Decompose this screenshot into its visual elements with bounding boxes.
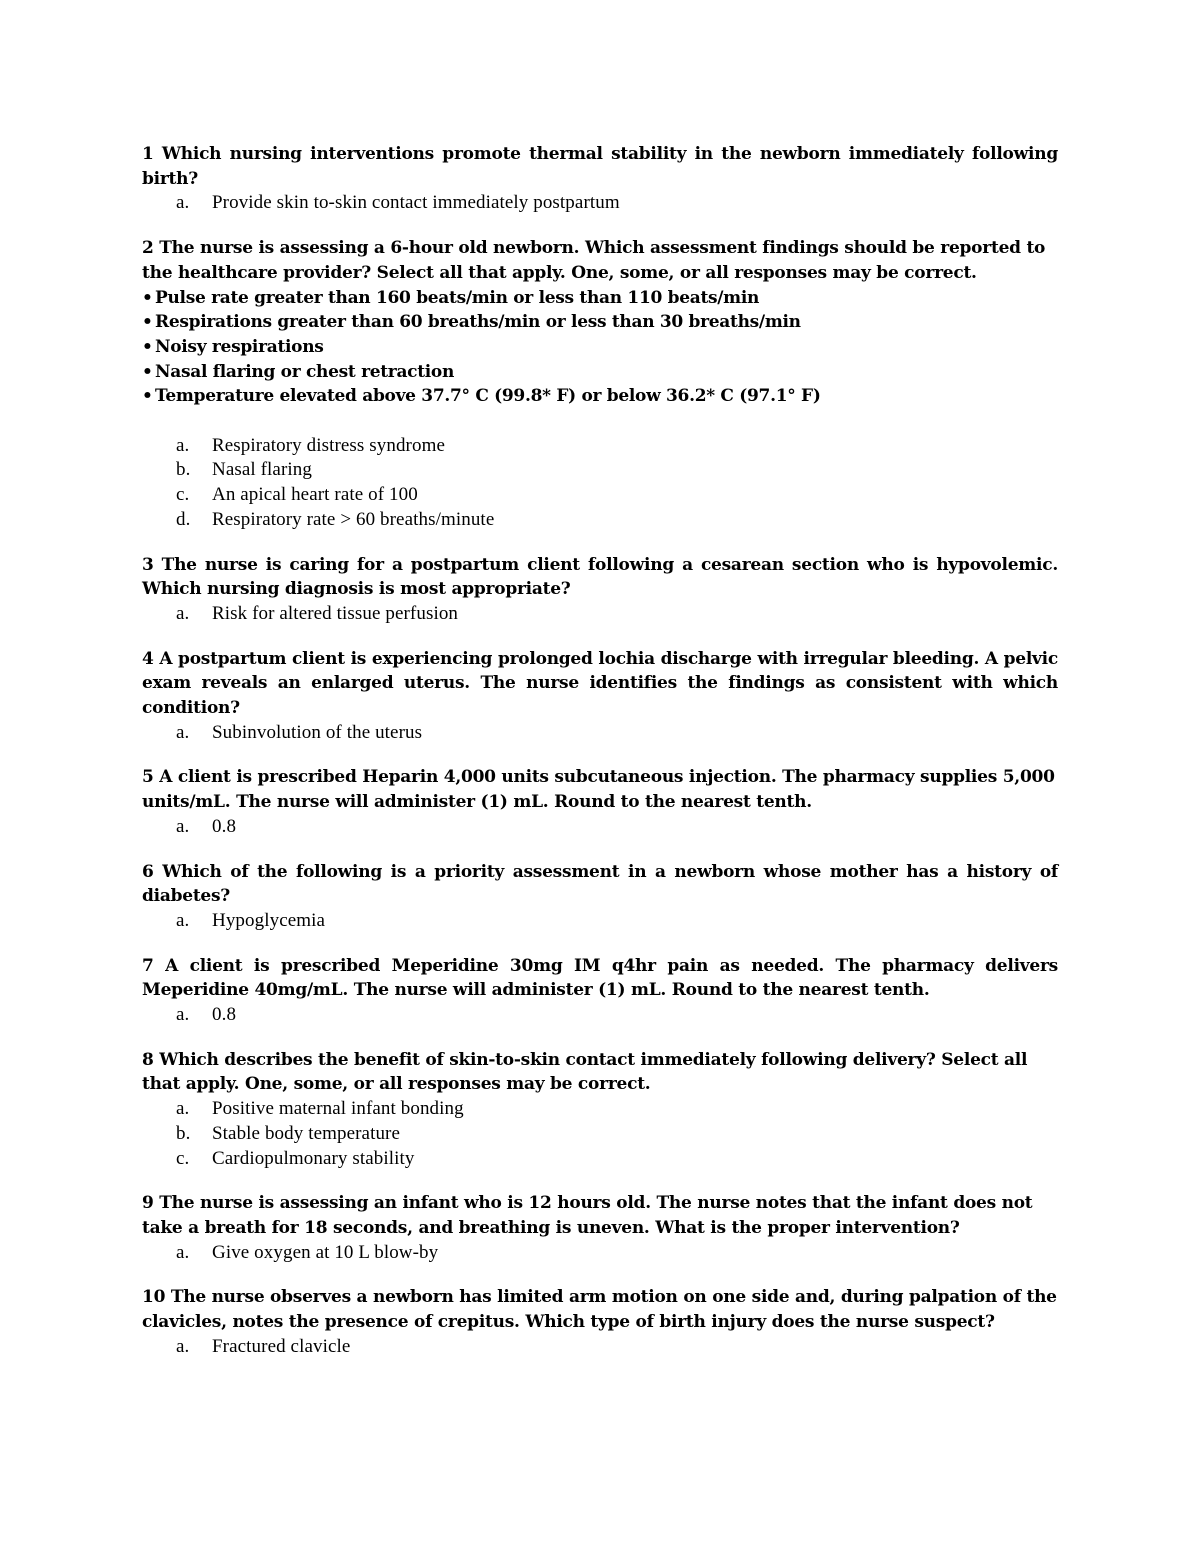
- option-text: Provide skin to-skin contact immediately postpartum: [212, 192, 620, 214]
- option-letter: a.: [176, 1004, 190, 1026]
- bullet-item: [142, 384, 1058, 409]
- question-4: [142, 647, 1058, 746]
- question-10: [142, 1285, 1058, 1359]
- bullet-symbol: •: [142, 287, 153, 308]
- answer-list: [142, 1241, 1058, 1266]
- bullet-list: [142, 286, 1058, 410]
- answer-option: [142, 909, 1058, 934]
- answer-list: [142, 191, 1058, 216]
- question-5: [142, 765, 1058, 839]
- option-letter: a.: [176, 434, 190, 456]
- answer-list: [142, 1335, 1058, 1360]
- question-2: [142, 236, 1058, 532]
- bullet-text: Nasal flaring or chest retraction: [155, 361, 455, 382]
- answer-option: [142, 458, 1058, 483]
- answer-option: [142, 1097, 1058, 1122]
- bullet-text: Respirations greater than 60 breaths/min or less than 30 breaths/min: [155, 312, 801, 333]
- document-body: [142, 142, 1058, 1380]
- answer-list: [142, 1097, 1058, 1171]
- option-letter: a.: [176, 1335, 190, 1357]
- option-text: Subinvolution of the uterus: [212, 721, 423, 743]
- bullet-symbol: •: [142, 361, 153, 382]
- answer-list: [142, 815, 1058, 840]
- answer-option: [142, 721, 1058, 746]
- option-letter: a.: [176, 721, 190, 743]
- answer-list: [142, 721, 1058, 746]
- bullet-item: [142, 335, 1058, 360]
- bullet-text: Noisy respirations: [155, 336, 324, 357]
- answer-option: [142, 1003, 1058, 1028]
- option-letter: a.: [176, 909, 190, 931]
- option-text: Cardiopulmonary stability: [212, 1147, 415, 1169]
- option-text: Fractured clavicle: [212, 1335, 351, 1357]
- option-text: Positive maternal infant bonding: [212, 1098, 464, 1120]
- option-text: 0.8: [212, 1004, 237, 1026]
- option-letter: b.: [176, 1122, 191, 1144]
- option-letter: a.: [176, 815, 190, 837]
- option-letter: c.: [176, 1147, 190, 1169]
- option-text: Stable body temperature: [212, 1122, 401, 1144]
- question-text: 8 Which describes the benefit of skin-to-skin contact immediately following delivery? Select all that apply. One, some, or all responses may be correct.: [142, 1049, 1028, 1095]
- answer-list: [142, 602, 1058, 627]
- option-text: Respiratory rate > 60 breaths/minute: [212, 508, 495, 530]
- answer-option: [142, 508, 1058, 533]
- option-letter: c.: [176, 484, 190, 506]
- question-7: [142, 954, 1058, 1028]
- option-text: Nasal flaring: [212, 459, 312, 481]
- blank-line: [142, 409, 1058, 434]
- answer-option: [142, 191, 1058, 216]
- question-6: [142, 860, 1058, 934]
- option-letter: b.: [176, 459, 191, 481]
- bullet-item: [142, 360, 1058, 385]
- answer-option: [142, 434, 1058, 459]
- question-text: 6 Which of the following is a priority assessment in a newborn whose mother has a history of diabetes?: [142, 861, 1058, 907]
- answer-list: [142, 434, 1058, 533]
- question-9: [142, 1191, 1058, 1265]
- option-letter: a.: [176, 192, 190, 214]
- question-8: [142, 1048, 1058, 1172]
- answer-list: [142, 1003, 1058, 1028]
- answer-option: [142, 483, 1058, 508]
- question-text: 7 A client is prescribed Meperidine 30mg IM q4hr pain as needed. The pharmacy delivers Meperidine 40mg/mL. The nurse will administer (1) mL. Round to the nearest tenth.: [142, 955, 1058, 1001]
- option-text: 0.8: [212, 815, 237, 837]
- question-text: 10 The nurse observes a newborn has limited arm motion on one side and, during palpation of the clavicles, notes the presence of crepitus. Which type of birth injury does the nurse suspect?: [142, 1287, 1057, 1333]
- question-text: 9 The nurse is assessing an infant who is 12 hours old. The nurse notes that the infant does not take a breath for 18 seconds, and breathing is uneven. What is the proper intervention?: [142, 1193, 1033, 1238]
- answer-list: [142, 909, 1058, 934]
- answer-option: [142, 815, 1058, 840]
- answer-option: [142, 1241, 1058, 1266]
- question-text: 2 The nurse is assessing a 6-hour old newborn. Which assessment findings should be reported to the healthcare provider? Select all that apply. One, some, or all responses may be correct.: [142, 238, 1046, 283]
- option-letter: a.: [176, 602, 190, 624]
- option-text: An apical heart rate of 100: [212, 484, 418, 506]
- question-text: 4 A postpartum client is experiencing prolonged lochia discharge with irregular bleeding. A pelvic exam reveals an enlarged uterus. The nurse identifies the findings as consistent with which condition?: [142, 648, 1058, 719]
- bullet-item: [142, 310, 1058, 335]
- option-text: Respiratory distress syndrome: [212, 434, 445, 456]
- bullet-item: [142, 286, 1058, 311]
- option-letter: a.: [176, 1241, 190, 1263]
- answer-option: [142, 1335, 1058, 1360]
- bullet-text: Pulse rate greater than 160 beats/min or less than 110 beats/min: [155, 287, 760, 308]
- option-letter: d.: [176, 508, 191, 530]
- option-text: Hypoglycemia: [212, 909, 326, 931]
- option-text: Give oxygen at 10 L blow-by: [212, 1241, 439, 1263]
- question-text: 1 Which nursing interventions promote thermal stability in the newborn immediately following birth?: [142, 144, 1058, 189]
- answer-option: [142, 1147, 1058, 1172]
- bullet-text: Temperature elevated above 37.7° C (99.8* F) or below 36.2* C (97.1° F): [155, 386, 821, 407]
- bullet-symbol: •: [142, 386, 153, 407]
- answer-option: [142, 602, 1058, 627]
- answer-option: [142, 1122, 1058, 1147]
- option-text: Risk for altered tissue perfusion: [212, 602, 459, 624]
- question-text: 3 The nurse is caring for a postpartum client following a cesarean section who is hypovolemic. Which nursing diagnosis is most appropriate?: [142, 554, 1058, 600]
- question-text: 5 A client is prescribed Heparin 4,000 units subcutaneous injection. The pharmacy supplies 5,000 units/mL. The nurse will administer (1) mL. Round to the nearest tenth.: [142, 767, 1055, 813]
- bullet-symbol: •: [142, 312, 153, 333]
- question-1: [142, 142, 1058, 216]
- option-letter: a.: [176, 1098, 190, 1120]
- bullet-symbol: •: [142, 336, 153, 357]
- question-3: [142, 553, 1058, 627]
